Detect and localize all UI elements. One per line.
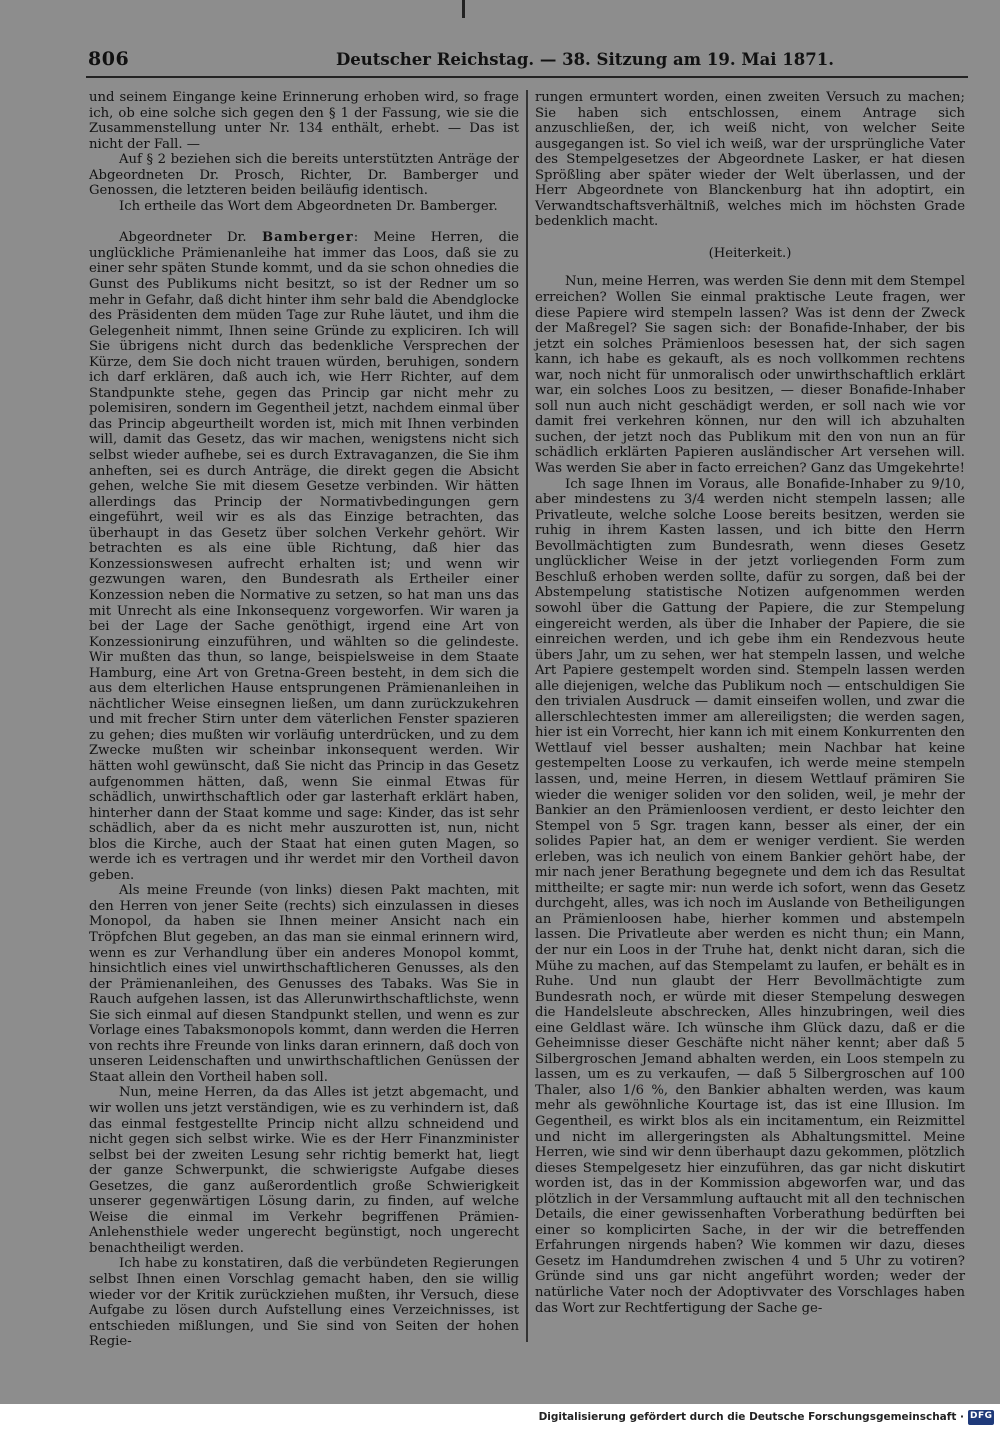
digitization-footer — [0, 1404, 1000, 1432]
reaction-note: (Heiterkeit.) — [708, 245, 792, 261]
page-header — [88, 46, 968, 76]
paragraph: Nun, meine Herren, da das Alles ist jetzt abgemacht, und wir wollen uns jetzt verständigen, wie es zu verhindern ist, daß das einmal festgestellte Princip nicht allzu schneidend und nicht gegen sich selbst wirke. Wie es der Herr Finanzminister selbst bei der zweiten Lesung sehr richtig bemerkt hat, liegt der ganze Schwerpunkt, die schwierigste Aufgabe dieses Gesetzes, die ganz außerordentlich große Schwierigkeit unserer gegenwärtigen Lösung darin, zu finden, auf welche Weise die einmal im Verkehr begriffenen Prämien-Anlehensthiele weder ungerecht begünstigt, noch ungerecht benachtheiligt werden. — [89, 1085, 519, 1256]
dfg-logo-text: DFG — [970, 1411, 993, 1421]
header-rule — [86, 76, 968, 78]
right-column — [535, 90, 965, 1316]
speech-paragraph — [89, 230, 519, 883]
running-title: Deutscher Reichstag. — 38. Sitzung am 19. Mai 1871. — [336, 50, 834, 69]
speaker-prefix: Abgeordneter Dr. — [119, 230, 262, 246]
dfg-logo-icon — [968, 1410, 994, 1425]
paragraph: Ich habe zu konstatiren, daß die verbündeten Regierungen selbst Ihnen einen Vorschlag gemacht haben, den sie willig wieder vor der Kritik zurückziehen mußten, ihr Versuch, diese Aufgabe zu lösen durch Aufstellung eines Verzeichnisses, ist entschieden mißlungen, und Sie sind von Seiten der hohen Regie- — [89, 1256, 519, 1350]
footer-text: Digitalisierung gefördert durch die Deutsche Forschungsgemeinschaft · — [538, 1411, 964, 1423]
paragraph: Auf § 2 beziehen sich die bereits unterstützten Anträge der Abgeordneten Dr. Prosch, Richter, Dr. Bamberger und Genossen, die letzteren beiden beiläufig identisch. — [89, 152, 519, 199]
paragraph: Nun, meine Herren, was werden Sie denn mit dem Stempel erreichen? Wollen Sie einmal praktische Leute fragen, wer diese Papiere wird stempeln lassen? Was ist denn der Zweck der Maßregel? Sie sagen sich: der Bonafide-Inhaber, der bis jetzt ein solches Prämienloos besessen hat, der sich sagen kann, ich habe es gekauft, als es noch vollkommen rechtens war, noch nicht für unmoralisch oder unwirthschaftlich erklärt war, ein solches Loos zu besitzen, — dieser Bonafide-Inhaber soll nun auch nicht geschädigt werden, er soll nach wie vor damit frei verkehren können, nur den will ich abzuhalten suchen, der jetzt noch das Publikum mit den von nun an für schädlich erklärten Papieren ausländischer Art versehen will. Was werden Sie aber in facto erreichen? Ganz das Umgekehrte! — [535, 274, 965, 477]
page-number: 806 — [88, 48, 130, 70]
paragraph: Ich ertheile das Wort dem Abgeordneten Dr. Bamberger. — [119, 198, 498, 214]
paragraph: rungen ermuntert worden, einen zweiten Versuch zu machen; Sie haben sich entschlossen, einem Antrage sich anzuschließen, der, ich weiß nicht, von welcher Seite ausgegangen ist. So viel ich weiß, war der ursprüngliche Vater des Stempelgesetzes der Abgeordnete Lasker, er hat diesen Sprößling aber später wieder der Welt überlassen, und der Herr Abgeordnete von Blanckenburg hat ihn adoptirt, ein Verwandtschaftsverhältniß, welches mich im höchsten Grade bedenklich macht. — [535, 90, 965, 230]
column-divider — [526, 90, 528, 1342]
page-edge-mark — [462, 0, 465, 18]
paragraph: und seinem Eingange keine Erinnerung erhoben wird, so frage ich, ob eine solche sich gegen den § 1 der Fassung, wie sie die Zusammenstellung unter Nr. 134 enthält, erhebt. — Das ist nicht der Fall. — — [89, 90, 519, 152]
left-column — [89, 90, 519, 1350]
speaker-name: Bamberger — [261, 230, 354, 246]
paragraph: Ich sage Ihnen im Voraus, alle Bonafide-Inhaber zu 9/10, aber mindestens zu 3/4 werden nicht stempeln lassen; alle Privatleute, welche solche Loose bereits besitzen, werden sie ruhig in ihrem Kasten lassen, und ich bitte den Herrn Bevollmächtigten zum Bundesrath, wenn dieses Gesetz unglücklicher Weise in der jetzt vorliegenden Form zum Beschluß erhoben werden sollte, dafür zu sorgen, daß bei der Abstempelung statistische Notizen aufgenommen werden sowohl über die Gattung der Papiere, die zur Stempelung eingereicht werden, als über die Inhaber der Papiere, die sie einreichen werden, und ich gebe ihm ein Rendezvous heute übers Jahr, um zu sehen, wer hat stempeln lassen, und welche Art Papiere gestempelt worden sind. Stempeln lassen werden alle diejenigen, welche das Publikum noch — entschuldigen Sie den trivialen Ausdruck — damit einseifen wollen, und zwar die allerschlechtesten immer am allereiligsten; die werden sagen, hier ist ein Vorrecht, hier kann ich mit einem Konkurrenten den Wettlauf viel besser aushalten; mein Nachbar hat keine gestempelten Loose zu verkaufen, ich werde meine stempeln lassen, und, meine Herren, in diesem Wettlauf prämiren Sie wieder die weniger soliden vor den soliden, weil, je mehr der Bankier an den Prämienloosen verdient, er desto leichter den Stempel von 5 Sgr. tragen kann, besser als einer, der ein solides Papier hat, an dem er weniger verdient. Sie werden erleben, was ich neulich von einem Bankier gehört habe, der mir nach jener Berathung begegnete und dem ich das Resultat mittheilte; er sagte mir: nun werde ich sofort, wenn das Gesetz durchgeht, alles, was ich noch im Auslande von Betheiligungen an Prämienloosen habe, hierher kommen und abstempeln lassen. Die Privatleute aber werden es nicht thun; ein Mann, der nur ein Loos in der Truhe hat, denkt nicht daran, sich die Mühe zu machen, auf das Stempelamt zu laufen, er behält es in Ruhe. Und nun glaubt der Herr Bevollmächtigte zum Bundesrath noch, er würde mit dieser Stempelung deswegen die Handelsleute abschrecken, Alles hinzubringen, weil dies eine Geldlast wäre. Ich wünsche ihm Glück dazu, daß er die Geheimnisse dieser Geschäfte nicht näher kennt; aber daß 5 Silbergroschen Jemand abhalten werden, ein Loos stempeln zu lassen, um es zu verkaufen, — daß 5 Silbergroschen auf 100 Thaler, also 1/6 %, den Bankier abhalten werden, was kaum mehr als gewöhnliche Kourtage ist, das ist eine Illusion. Im Gegentheil, es wirkt blos als ein incitamentum, ein Reizmittel und nicht im allergeringsten als Abhaltungsmittel. Meine Herren, wie sind wir denn überhaupt dazu gekommen, plötzlich dieses Stempelgesetz hier einzuführen, das gar nicht diskutirt worden ist, das in der Kommission abgeworfen war, und das plötzlich in der Versammlung auftaucht mit all den technischen Details, die einer gewissenhaften Vorberathung bedürften bei einer so komplicirten Sache, in der wir die betreffenden Erfahrungen nirgends haben? Wie kommen wir dazu, dieses Gesetz im Handumdrehen zwischen 4 und 5 Uhr zu votiren? Gründe sind uns gar nicht angeführt worden; weder der natürliche Vater noch der Adoptivvater des Vorschlages haben das Wort zur Rechtfertigung der Sache ge- — [535, 476, 965, 1316]
paragraph: Als meine Freunde (von links) diesen Pakt machten, mit den Herren von jener Seite (rechts) sich einzulassen in dieses Monopol, da haben sie Ihnen meiner Ansicht nach ein Tröpfchen Blut gegeben, an das man sie einmal erinnern wird, wenn es zur Verhandlung über ein anderes Monopol kommt, hinsichtlich eines viel unwirthschaftlicheren Genusses, als den der Prämienanleihen, des Genusses des Tabaks. Was Sie in Rauch aufgehen lassen, ist das Allerunwirthschaftlichste, wenn Sie sich einmal auf diesen Standpunkt stellen, und wenn es zur Vorlage eines Tabaksmonopols kommt, dann werden die Herren von rechts ihre Freunde von links daran erinnern, daß doch von unseren Leidenschaften und unwirthschaftlichen Genüssen der Staat allein den Vortheil haben soll. — [89, 883, 519, 1085]
speech-text: : Meine Herren, die unglückliche Prämienanleihe hat immer das Loos, daß sie zu einer sehr späten Stunde kommt, und da sie schon ohnedies die Gunst des Publikums nicht besitzt, so ist der Redner um so mehr in Gefahr, daß dicht hinter ihm sehr bald die Abendglocke des Präsidenten dem müden Tage zur Ruhe läutet, und ihm die Gelegenheit nimmt, Ihnen seine Gründe zu expliciren. Ich will Sie übrigens nicht durch das bedenkliche Versprechen der Kürze, dem Sie doch nicht trauen würden, beruhigen, sondern ich darf erklären, daß auch ich, wie Herr Richter, auf dem Standpunkte stehe, gegen das Princip gar nicht mehr zu polemisiren, sondern im Gegentheil jetzt, nachdem einmal über das Princip abgeurtheilt worden ist, mich mit Ihnen verbinden will, damit das Gesetz, das wir machen, wenigstens nicht sich selbst wieder aufhebe, sei es durch Extravaganzen, die Sie ihm anheften, sei es durch Anträge, die direkt gegen die Absicht gehen, welche Sie mit diesem Gesetze verbinden. Wir hätten allerdings das Princip der Normativbedingungen gern eingeführt, weil wir es als das Einzige betrachten, das überhaupt in das Gesetz über solchen Verkehr gehört. Wir betrachten es als eine üble Richtung, daß hier das Konzessionswesen aufrecht erhalten ist; und wenn wir gezwungen waren, den Bundesrath als Ertheiler einer Konzession neben die Normative zu setzen, so hat man uns das mit Unrecht als eine Inkonsequenz vorgeworfen. Wir waren ja bei der Lage der Sache genöthigt, irgend eine Art von Konzessionirung einzuführen, und wählten so die gelindeste. Wir mußten das thun, so lange, beispielsweise in dem Staate Hamburg, eine Art von Gretna-Green besteht, in dem sich die aus dem elterlichen Hause entsprungenen Prämienanleihen in nächtlicher Weise einsegnen ließen, um dann zurückzukehren und mit frecher Stirn unter dem väterlichen Fenster spazieren zu gehen; dies mußten wir vorläufig unterdrücken, und zu dem Zwecke mußten wir scheinbar inkonsequent werden. Wir hätten wohl gewünscht, daß Sie nicht das Princip in das Gesetz aufgenommen hätten, daß, wenn Sie einmal Etwas für schädlich, unwirthschaftlich oder gar lasterhaft erklärt haben, hinterher dann der Staat komme und sage: Kinder, das ist sehr schädlich, aber da es nicht mehr auszurotten ist, nun, nicht blos die Kirche, auch der Staat hat einen guten Magen, so werde ich es vertragen und ihr werdet mir den Vortheil davon geben. — [89, 230, 519, 883]
